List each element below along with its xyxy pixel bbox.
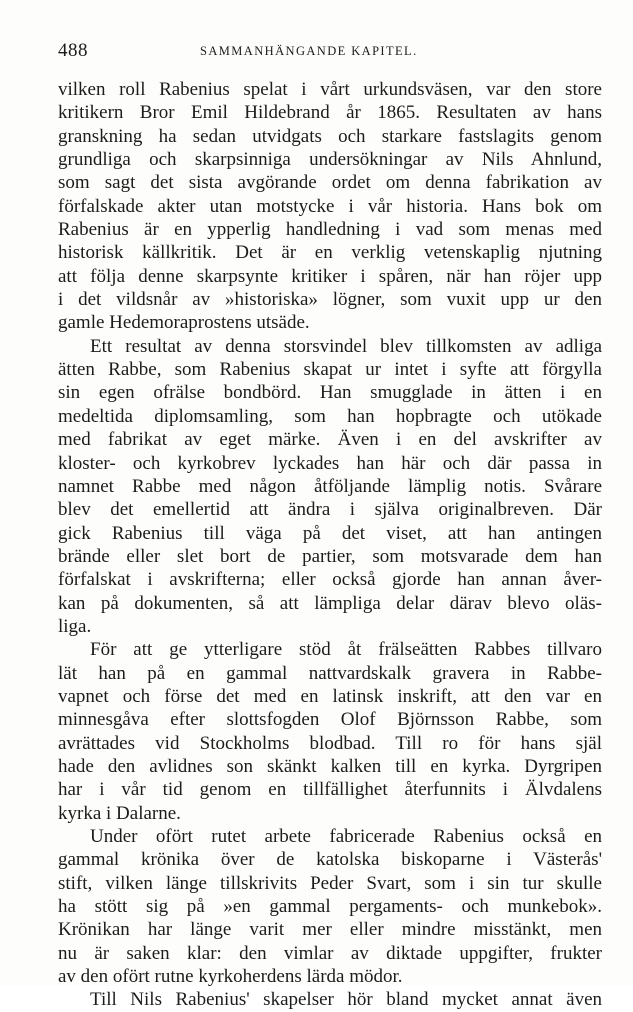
text-line: som sagt det sista avgörande ordet om denna fabrikation av: [58, 172, 602, 194]
text-line: nu är saken klar: den vimlar av diktade uppgifter, frukter: [58, 942, 602, 964]
text-line: Krönikan har länge varit mer eller mindre misstänkt, men: [58, 919, 602, 941]
text-line: brände eller slet bort de partier, som motsvarade dem han: [58, 545, 602, 567]
text-line: vilken roll Rabenius spelat i vårt urkundsväsen, var den store: [58, 79, 602, 100]
text-line: vapnet och förse det med en latinsk inskrift, att den var en: [58, 685, 602, 707]
text-line: lät han på en gammal nattvardskalk gravera in Rabbe-: [58, 662, 602, 684]
text-line: Under ofört rutet arbete fabricerade Rabenius också en: [90, 826, 602, 847]
text-line: av den ofört rutne kyrkoherdens lärda mödor.: [58, 966, 403, 988]
text-line: blev det emellertid att ändra i själva originalbreven. Där: [58, 499, 602, 521]
text-line: förfalskade akter utan motstycke i vår historia. Hans bok om: [58, 195, 602, 217]
text-line: gammal krönika över de katolska biskoparne i Västerås': [58, 849, 602, 871]
text-line: avrättades vid Stockholms blodbad. Till ro för hans själ: [58, 732, 602, 754]
text-line: kloster- och kyrkobrev lyckades han här och där passa in: [58, 452, 602, 474]
text-line: stift, vilken länge tillskrivits Peder Svart, som i sin tur skulle: [58, 872, 602, 894]
running-head: [58, 40, 598, 62]
text-line: historisk källkritik. Det är en verklig vetenskaplig njutning: [58, 242, 602, 264]
text-line: Rabenius är en ypperlig handledning i vad som menas med: [58, 219, 602, 241]
text-line: gamle Hedemoraprostens utsäde.: [58, 312, 310, 334]
text-line: ha stött sig på »en gammal pergaments- och munkebok».: [58, 896, 602, 918]
text-line: hade den avlidnes son skänkt kalken till en kyrka. Dyrgripen: [58, 755, 602, 777]
text-line: minnesgåva efter slottsfogden Olof Björnsson Rabbe, som: [58, 709, 602, 731]
text-line: medeltida diplomsamling, som han hopbragte och utökade: [58, 405, 602, 427]
text-line: granskning ha sedan utvidgats och starkare fastslagits genom: [58, 125, 602, 147]
text-line: Ett resultat av denna storsvindel blev tillkomsten av adliga: [90, 335, 602, 357]
text-line: ätten Rabbe, som Rabenius skapat ur intet i syfte att förgylla: [58, 359, 602, 381]
text-line: namnet Rabbe med någon åtföljande lämplig notis. Svårare: [58, 475, 602, 497]
text-line: i det vildsnår av »historiska» lögner, som vuxit upp ur den: [58, 289, 602, 311]
text-line: Till Nils Rabenius' skapelser hör bland mycket annat även: [90, 989, 602, 1011]
text-line: förfalskat i avskrifterna; eller också gjorde han annan åver-: [58, 569, 602, 591]
text-line: att följa denne skarpsynte kritiker i spåren, när han röjer upp: [58, 265, 602, 287]
text-line: grundliga och skarpsinniga undersökningar av Nils Ahnlund,: [58, 149, 602, 171]
text-line: liga.: [58, 615, 92, 637]
text-line: sin egen ofrälse bondbörd. Han smugglade in ätten i en: [58, 382, 602, 404]
text-line: För att ge ytterligare stöd åt frälseätten Rabbes tillvaro: [90, 639, 602, 661]
text-line: kyrka i Dalarne.: [58, 802, 181, 824]
text-line: har i vår tid genom en tillfällighet återfunnits i Älvdalens: [58, 779, 602, 801]
running-title: SAMMANHÄNGANDE KAPITEL.: [200, 44, 418, 58]
text-line: kritikern Bror Emil Hildebrand år 1865. Resultaten av hans: [58, 102, 602, 124]
text-line: gick Rabenius till väga på det viset, att han antingen: [58, 522, 602, 544]
text-line: kan på dokumenten, så att lämpliga delar därav blevo oläs-: [58, 592, 602, 614]
text-line: med fabrikat av eget märke. Även i en del avskrifter av: [58, 429, 602, 451]
body-text: [58, 78, 602, 1012]
page-number: 488: [58, 40, 88, 61]
